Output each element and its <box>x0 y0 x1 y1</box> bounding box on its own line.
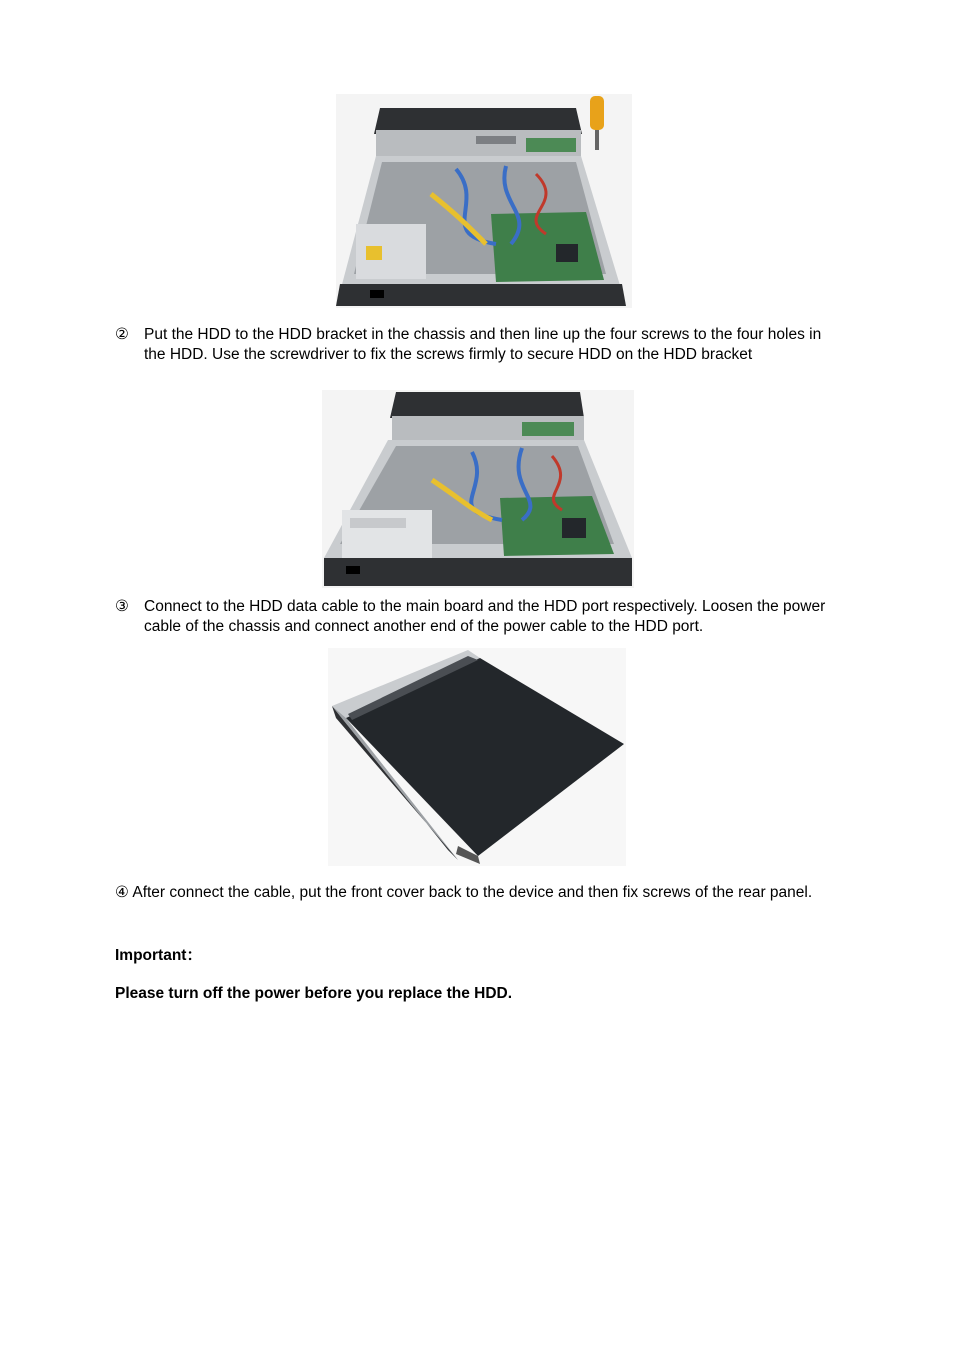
step-4-text: After connect the cable, put the front cover back to the device and then fix screws of the rear panel. <box>132 884 813 901</box>
dvr-with-cover-closed-photo <box>328 648 626 866</box>
dvr-chassis-with-hdd-installed-photo <box>322 390 634 588</box>
step-2-number: ② <box>115 326 129 343</box>
step-3-number: ③ <box>115 598 129 615</box>
important-label: Important： <box>115 947 202 964</box>
step-4-paragraph <box>115 880 840 905</box>
step-3-text: Connect to the HDD data cable to the main board and the HDD port respectively. Loosen the power cable of the chassis and connect another end of the power cable to the HDD port. <box>144 598 826 635</box>
figure-hdd-installed <box>322 390 634 588</box>
figure-open-chassis-screwdriver <box>336 94 632 308</box>
figure-cover-closed <box>328 648 626 866</box>
dvr-chassis-open-with-screwdriver-photo <box>336 94 632 308</box>
important-note: Please turn off the power before you replace the HDD. <box>115 985 513 1002</box>
step-2-text: Put the HDD to the HDD bracket in the chassis and then line up the four screws to the four holes in the HDD. Use the screwdriver to fix the screws firmly to secure HDD on the HDD bracket <box>144 326 822 363</box>
step-4-number: ④ <box>115 884 129 901</box>
